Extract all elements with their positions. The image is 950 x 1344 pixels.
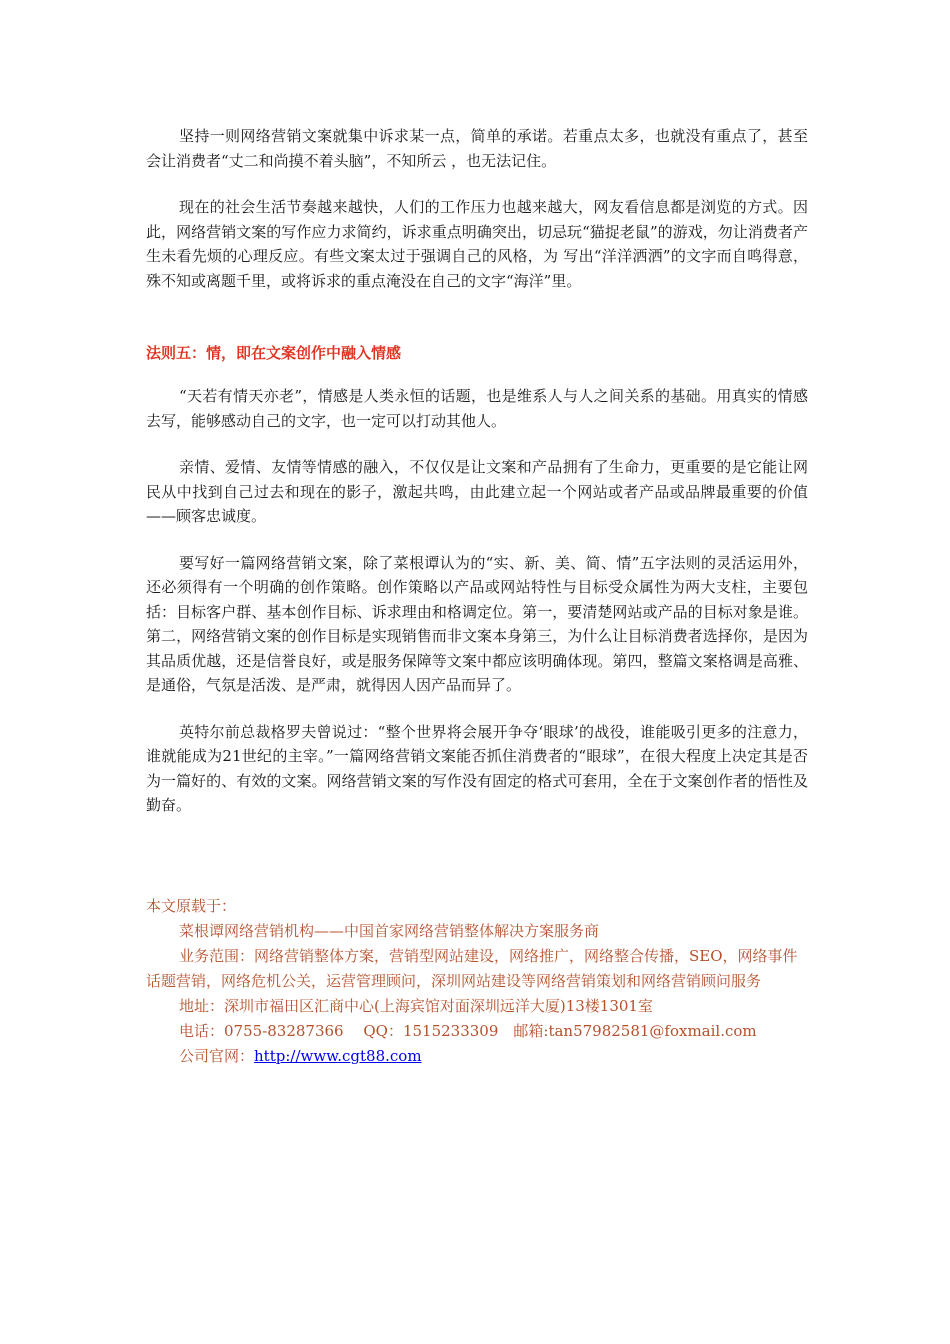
body-paragraph: 英特尔前总裁格罗夫曾说过：“整个世界将会展开争夺‘眼球’的战役，谁能吸引更多的注意力，谁就能成为21世纪的主宰。”一篇网络营销文案能否抓住消费者的“眼球”，在很大程度上决定其是否为一篇好的、有效的文案。网络营销文案的写作没有固定的格式可套用，全在于文案创作者的悟性及勤奋。 [146, 722, 808, 814]
website-label: 公司官网： [179, 1046, 255, 1065]
body-paragraph: 现在的社会生活节奏越来越快，人们的工作压力也越来越大，网友看信息都是浏览的方式。因此，网络营销文案的写作应力求简约，诉求重点明确突出，切忌玩“猫捉老鼠”的游戏，勿让消费者产生未看先烦的心理反应。有些文案太过于强调自己的风格，为 写出“洋洋洒洒”的文字而自鸣得意，殊不知或离题千里，或将诉求的重点淹没在自己的文字“海洋”里。 [146, 198, 808, 290]
source-org: 菜根谭网络营销机构——中国首家网络营销整体解决方案服务商 [179, 921, 600, 940]
document-page [146, 124, 808, 1069]
body-paragraph: 坚持一则网络营销文案就集中诉求某一点，简单的承诺。若重点太多，也就没有重点了，甚至会让消费者“丈二和尚摸不着头脑”，不知所云 ，也无法记住。 [146, 127, 808, 170]
source-address: 地址：深圳市福田区汇商中心(上海宾馆对面深圳远洋大厦)13楼1301室 [179, 996, 653, 1015]
source-website [146, 1044, 808, 1069]
website-link[interactable]: http://www.cgt88.com [254, 1046, 422, 1065]
body-paragraph: 要写好一篇网络营销文案，除了菜根谭认为的“实、新、美、简、情”五字法则的灵活运用外，还必须得有一个明确的创作策略。创作策略以产品或网站特性与目标受众属性为两大支柱，主要包括：目标客户群、基本创作目标、诉求理由和格调定位。第一，要清楚网站或产品的目标对象是谁。第二，网络营销文案的创作目标是实现销售而非文案本身第三，为什么让目标消费者选择你，是因为其品质优越，还是信誉良好，或是服务保障等文案中都应该明确体现。第四，整篇文案格调是高雅、是通俗，气氛是活泼、是严肃，就得因人因产品而异了。 [146, 553, 808, 694]
source-label: 本文原载于： [146, 896, 237, 915]
section-heading: 法则五：情，即在文案创作中融入情感 [146, 344, 402, 362]
source-contact: 电话：0755-83287366 QQ：1515233309 邮箱:tan57982581@foxmail.com [179, 1021, 757, 1040]
body-paragraph: 亲情、爱情、友情等情感的融入，不仅仅是让文案和产品拥有了生命力，更重要的是它能让网民从中找到自己过去和现在的影子，激起共鸣，由此建立起一个网站或者产品或品牌最重要的价值——顾客忠诚度。 [146, 458, 808, 525]
body-paragraph: “天若有情天亦老”，情感是人类永恒的话题，也是维系人与人之间关系的基础。用真实的情感去写，能够感动自己的文字，也一定可以打动其他人。 [146, 387, 808, 430]
source-block [146, 894, 808, 1069]
source-scope: 业务范围：网络营销整体方案，营销型网站建设，网络推广，网络整合传播，SEO，网络事件话题营销，网络危机公关，运营管理顾问，深圳网站建设等网络营销策划和网络营销顾问服务 [146, 946, 798, 990]
